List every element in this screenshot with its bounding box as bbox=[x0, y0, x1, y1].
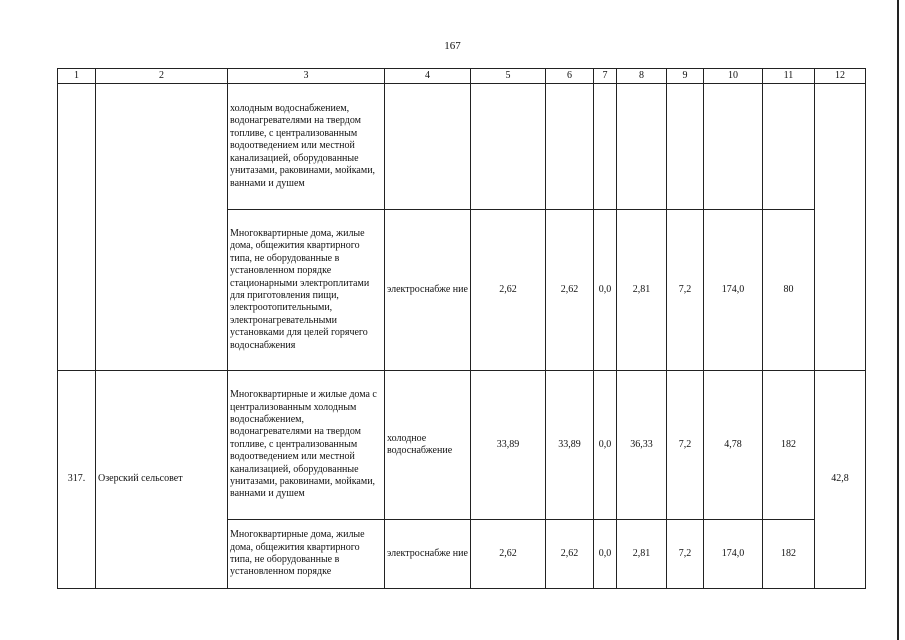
table-row bbox=[58, 84, 866, 210]
column-header-5: 5 bbox=[471, 69, 546, 84]
value-cell-5: 2,62 bbox=[471, 520, 546, 589]
value-cell-9: 7,2 bbox=[667, 371, 704, 520]
value-cell-7: 0,0 bbox=[594, 371, 617, 520]
value-cell-6: 33,89 bbox=[546, 371, 594, 520]
value-cell-11: 182 bbox=[763, 520, 815, 589]
settlement-name: Озерский сельсовет bbox=[96, 371, 228, 589]
value-cell-12 bbox=[815, 84, 866, 371]
value-cell-12: 42,8 bbox=[815, 371, 866, 589]
column-header-12: 12 bbox=[815, 69, 866, 84]
page-number: 167 bbox=[444, 40, 461, 52]
description-cell: холодным водоснабжением, водонагревателями на твердом топливе, с централизованным водоотведением или местной канализацией, оборудованные унитазами, раковинами, мойками, ваннами и душем bbox=[228, 84, 385, 210]
column-header-4: 4 bbox=[385, 69, 471, 84]
value-cell-7 bbox=[594, 84, 617, 210]
value-cell-11 bbox=[763, 84, 815, 210]
description-cell: Многоквартирные дома, жилые дома, общежития квартирного типа, не оборудованные в установленном порядке стационарными электроплитами для приготовления пищи, электроотопительными, электронагревательными установками для целей горячего водоснабжения bbox=[228, 210, 385, 371]
value-cell-8: 36,33 bbox=[617, 371, 667, 520]
value-cell-9: 7,2 bbox=[667, 210, 704, 371]
column-header-7: 7 bbox=[594, 69, 617, 84]
value-cell-5 bbox=[471, 84, 546, 210]
table-row bbox=[58, 371, 866, 520]
value-cell-5: 33,89 bbox=[471, 371, 546, 520]
value-cell-10: 4,78 bbox=[704, 371, 763, 520]
value-cell-5: 2,62 bbox=[471, 210, 546, 371]
column-header-10: 10 bbox=[704, 69, 763, 84]
column-header-6: 6 bbox=[546, 69, 594, 84]
value-cell-8: 2,81 bbox=[617, 210, 667, 371]
value-cell-7: 0,0 bbox=[594, 520, 617, 589]
page-edge-line bbox=[897, 0, 899, 640]
service-cell bbox=[385, 84, 471, 210]
index-cell: 317. bbox=[58, 371, 96, 589]
value-cell-6: 2,62 bbox=[546, 210, 594, 371]
value-cell-9 bbox=[667, 84, 704, 210]
column-header-3: 3 bbox=[228, 69, 385, 84]
tariff-table bbox=[57, 68, 866, 589]
column-header-11: 11 bbox=[763, 69, 815, 84]
service-cell: электроснабже ние bbox=[385, 520, 471, 589]
value-cell-10: 174,0 bbox=[704, 520, 763, 589]
service-cell: электроснабже ние bbox=[385, 210, 471, 371]
service-cell: холодное водоснабжение bbox=[385, 371, 471, 520]
value-cell-11: 80 bbox=[763, 210, 815, 371]
column-number-row bbox=[58, 69, 866, 84]
value-cell-8 bbox=[617, 84, 667, 210]
value-cell-6 bbox=[546, 84, 594, 210]
settlement-cell bbox=[96, 84, 228, 371]
value-cell-7: 0,0 bbox=[594, 210, 617, 371]
value-cell-8: 2,81 bbox=[617, 520, 667, 589]
value-cell-11: 182 bbox=[763, 371, 815, 520]
column-header-2: 2 bbox=[96, 69, 228, 84]
column-header-1: 1 bbox=[58, 69, 96, 84]
column-header-8: 8 bbox=[617, 69, 667, 84]
value-cell-10 bbox=[704, 84, 763, 210]
description-cell: Многоквартирные и жилые дома с централизованным холодным водоснабжением, водонагревателями на твердом топливе, с централизованным водоотведением или местной канализацией, оборудованные унитазами, раковинами, мойками, ваннами и душем bbox=[228, 371, 385, 520]
value-cell-10: 174,0 bbox=[704, 210, 763, 371]
value-cell-9: 7,2 bbox=[667, 520, 704, 589]
column-header-9: 9 bbox=[667, 69, 704, 84]
description-cell: Многоквартирные дома, жилые дома, общежития квартирного типа, не оборудованные в установленном порядке bbox=[228, 520, 385, 589]
index-cell bbox=[58, 84, 96, 371]
value-cell-6: 2,62 bbox=[546, 520, 594, 589]
